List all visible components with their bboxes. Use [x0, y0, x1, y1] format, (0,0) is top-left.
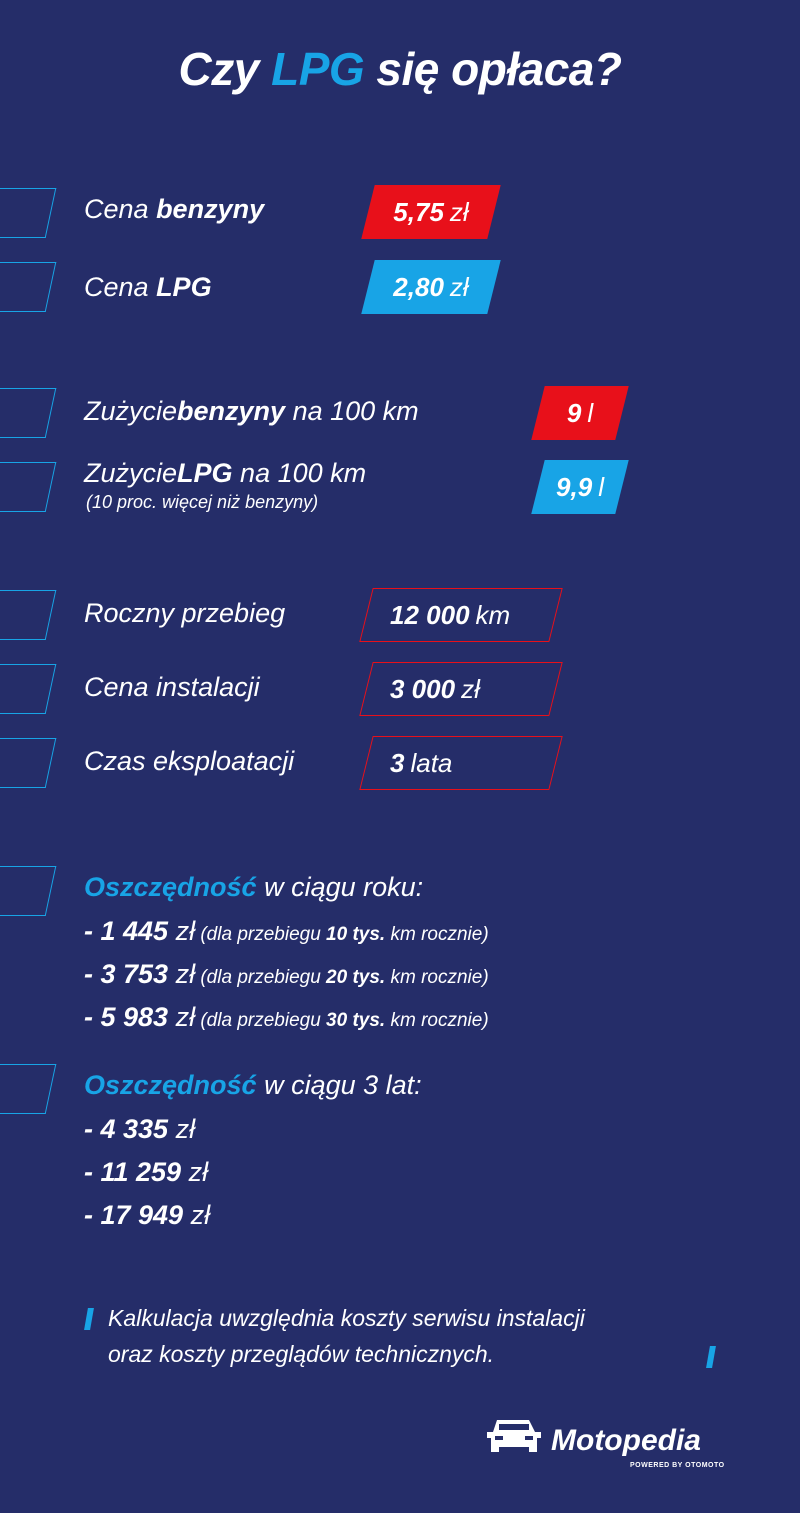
page-title: Czy LPG się opłaca? — [178, 43, 622, 95]
footnote: Kalkulacja uwzględnia koszty serwisu instalacji oraz koszty przeglądów technicznych. — [108, 1305, 585, 1367]
row-marker — [0, 1064, 56, 1114]
petrol-price-value: 5,75 zł — [368, 185, 494, 239]
lpg-price-value: 2,80 zł — [368, 260, 494, 314]
logo-tagline: POWERED BY OTOMOTO — [630, 1462, 725, 1469]
row-marker — [0, 866, 56, 916]
row-marker — [0, 590, 56, 640]
savings-3y-item: - 11 259 zł — [84, 1157, 209, 1187]
savings-year-item: - 5 983 zł (dla przebiegu 30 tys. km rocznie) — [84, 1002, 489, 1032]
lpg-price-label: Cena LPG — [84, 272, 212, 302]
savings-3y-item: - 4 335 zł — [84, 1114, 196, 1144]
petrol-price-label: Cena benzyny — [84, 194, 265, 224]
lifetime-value: 3 lata — [366, 736, 556, 790]
savings-year-item: - 1 445 zł (dla przebiegu 10 tys. km rocznie) — [84, 916, 489, 946]
savings-3y-item: - 17 949 zł — [84, 1200, 211, 1230]
lpg-consumption-label: ZużycieLPG na 100 km — [84, 458, 367, 488]
mileage-value: 12 000 km — [366, 588, 556, 642]
motopedia-logo — [485, 1414, 725, 1474]
row-marker — [0, 388, 56, 438]
savings-year-item: - 3 753 zł (dla przebiegu 20 tys. km rocznie) — [84, 959, 489, 989]
car-icon — [485, 1416, 543, 1458]
lpg-consumption-value: 9,9 l — [538, 460, 622, 514]
mileage-label: Roczny przebieg — [84, 598, 286, 628]
row-marker — [0, 738, 56, 788]
row-marker — [0, 188, 56, 238]
quote-mark-close — [706, 1346, 716, 1368]
row-marker — [0, 664, 56, 714]
quote-mark-open — [84, 1308, 94, 1330]
logo-name: Motopedia — [551, 1424, 701, 1457]
row-marker — [0, 462, 56, 512]
lpg-consumption-note: (10 proc. więcej niż benzyny) — [86, 492, 319, 512]
savings-3y-heading: Oszczędność w ciągu 3 lat: — [84, 1070, 422, 1100]
savings-year-heading: Oszczędność w ciągu roku: — [84, 872, 424, 902]
lifetime-label: Czas eksploatacji — [84, 746, 295, 776]
install-price-value: 3 000 zł — [366, 662, 556, 716]
install-price-label: Cena instalacji — [84, 672, 260, 702]
row-marker — [0, 262, 56, 312]
petrol-consumption-value: 9 l — [538, 386, 622, 440]
petrol-consumption-label: Zużyciebenzyny na 100 km — [84, 396, 419, 426]
